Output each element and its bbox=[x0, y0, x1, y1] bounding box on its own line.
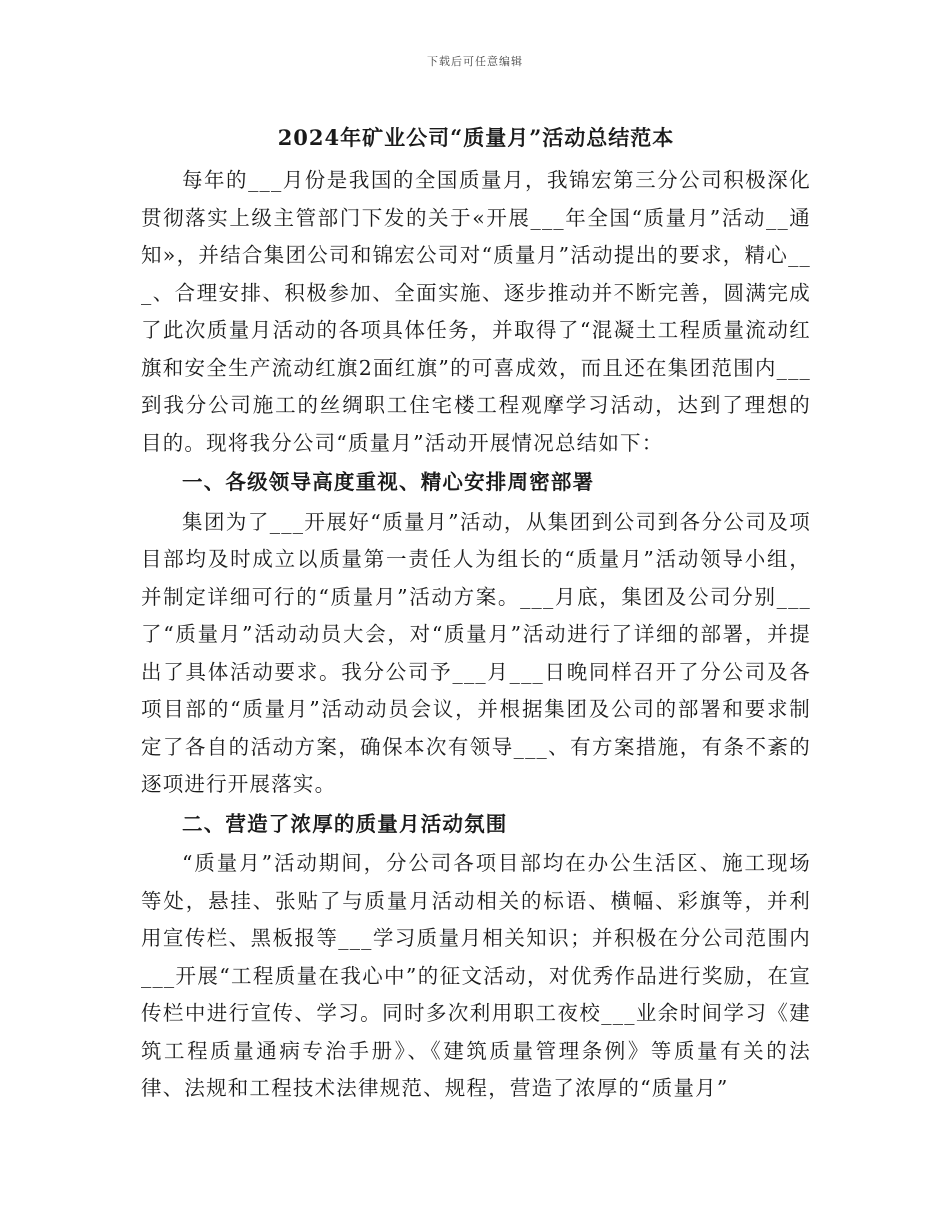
intro-paragraph: 每年的___月份是我国的全国质量月，我锦宏第三分公司积极深化贯彻落实上级主管部门下发的关于«开展___年全国“质量月”活动__通知»，并结合集团公司和锦宏公司对“质量月”活动提出的要求，精心___、合理安排、积极参加、全面实施、逐步推动并不断完善，圆满完成了此次质量月活动的各项具体任务，并取得了“混凝土工程质量流动红旗和安全生产流动红旗2面红旗”的可喜成效，而且还在集团范围内___到我分公司施工的丝绸职工住宅楼工程观摩学习活动，达到了理想的目的。现将我分公司“质量月”活动开展情况总结如下： bbox=[141, 168, 811, 455]
header-note: 下载后可任意编辑 bbox=[427, 55, 523, 68]
document-title: 2024年矿业公司“质量月”活动总结范本 bbox=[277, 125, 675, 150]
section-heading-2: 二、营造了浓厚的质量月活动氛围 bbox=[182, 811, 508, 836]
document-body bbox=[141, 118, 811, 1108]
section-2-paragraph: “质量月”活动期间，分公司各项目部均在办公生活区、施工现场等处，悬挂、张贴了与质量月活动相关的标语、横幅、彩旗等，并利用宣传栏、黑板报等___学习质量月相关知识；并积极在分公司范围内___开展“工程质量在我心中”的征文活动，对优秀作品进行奖励，在宣传栏中进行宣传、学习。同时多次利用职工夜校___业余时间学习《建筑工程质量通病专治手册》、《建筑质量管理条例》等质量有关的法律、法规和工程技术法律规范、规程，营造了浓厚的“质量月” bbox=[141, 851, 811, 1100]
section-1-paragraph: 集团为了___开展好“质量月”活动，从集团到公司到各分公司及项目部均及时成立以质量第一责任人为组长的“质量月”活动领导小组，并制定详细可行的“质量月”活动方案。___月底，集团及公司分别___了“质量月”活动动员大会，对“质量月”活动进行了详细的部署，并提出了具体活动要求。我分公司予___月___日晚同样召开了分公司及各项目部的“质量月”活动动员会议，并根据集团及公司的部署和要求制定了各自的活动方案，确保本次有领导___、有方案措施，有条不紊的逐项进行开展落实。 bbox=[141, 509, 811, 796]
section-heading-1: 一、各级领导高度重视、精心安排周密部署 bbox=[182, 470, 595, 494]
